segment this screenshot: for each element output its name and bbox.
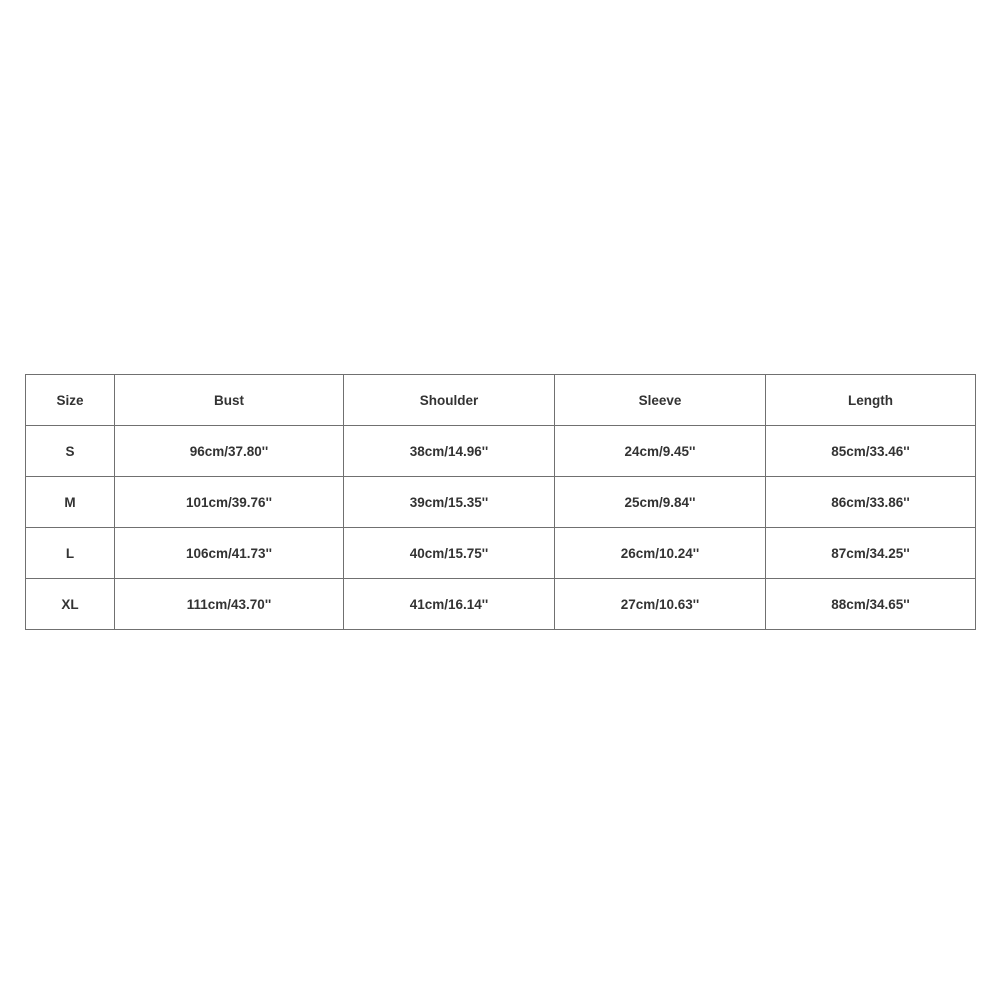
table-row [26,579,976,630]
header-size: Size [26,375,115,426]
cell-length: 85cm/33.46'' [766,426,976,477]
cell-sleeve: 26cm/10.24'' [555,528,766,579]
cell-bust: 96cm/37.80'' [115,426,344,477]
cell-shoulder: 39cm/15.35'' [344,477,555,528]
cell-sleeve: 27cm/10.63'' [555,579,766,630]
table-row [26,426,976,477]
size-chart-table [25,374,976,630]
cell-sleeve: 24cm/9.45'' [555,426,766,477]
cell-length: 88cm/34.65'' [766,579,976,630]
cell-length: 86cm/33.86'' [766,477,976,528]
table-row [26,477,976,528]
header-length: Length [766,375,976,426]
cell-size: XL [26,579,115,630]
cell-length: 87cm/34.25'' [766,528,976,579]
cell-sleeve: 25cm/9.84'' [555,477,766,528]
cell-shoulder: 41cm/16.14'' [344,579,555,630]
header-bust: Bust [115,375,344,426]
cell-bust: 106cm/41.73'' [115,528,344,579]
cell-size: M [26,477,115,528]
header-sleeve: Sleeve [555,375,766,426]
cell-shoulder: 40cm/15.75'' [344,528,555,579]
cell-shoulder: 38cm/14.96'' [344,426,555,477]
table-row [26,528,976,579]
cell-bust: 111cm/43.70'' [115,579,344,630]
cell-size: S [26,426,115,477]
cell-size: L [26,528,115,579]
cell-bust: 101cm/39.76'' [115,477,344,528]
table-header-row [26,375,976,426]
header-shoulder: Shoulder [344,375,555,426]
